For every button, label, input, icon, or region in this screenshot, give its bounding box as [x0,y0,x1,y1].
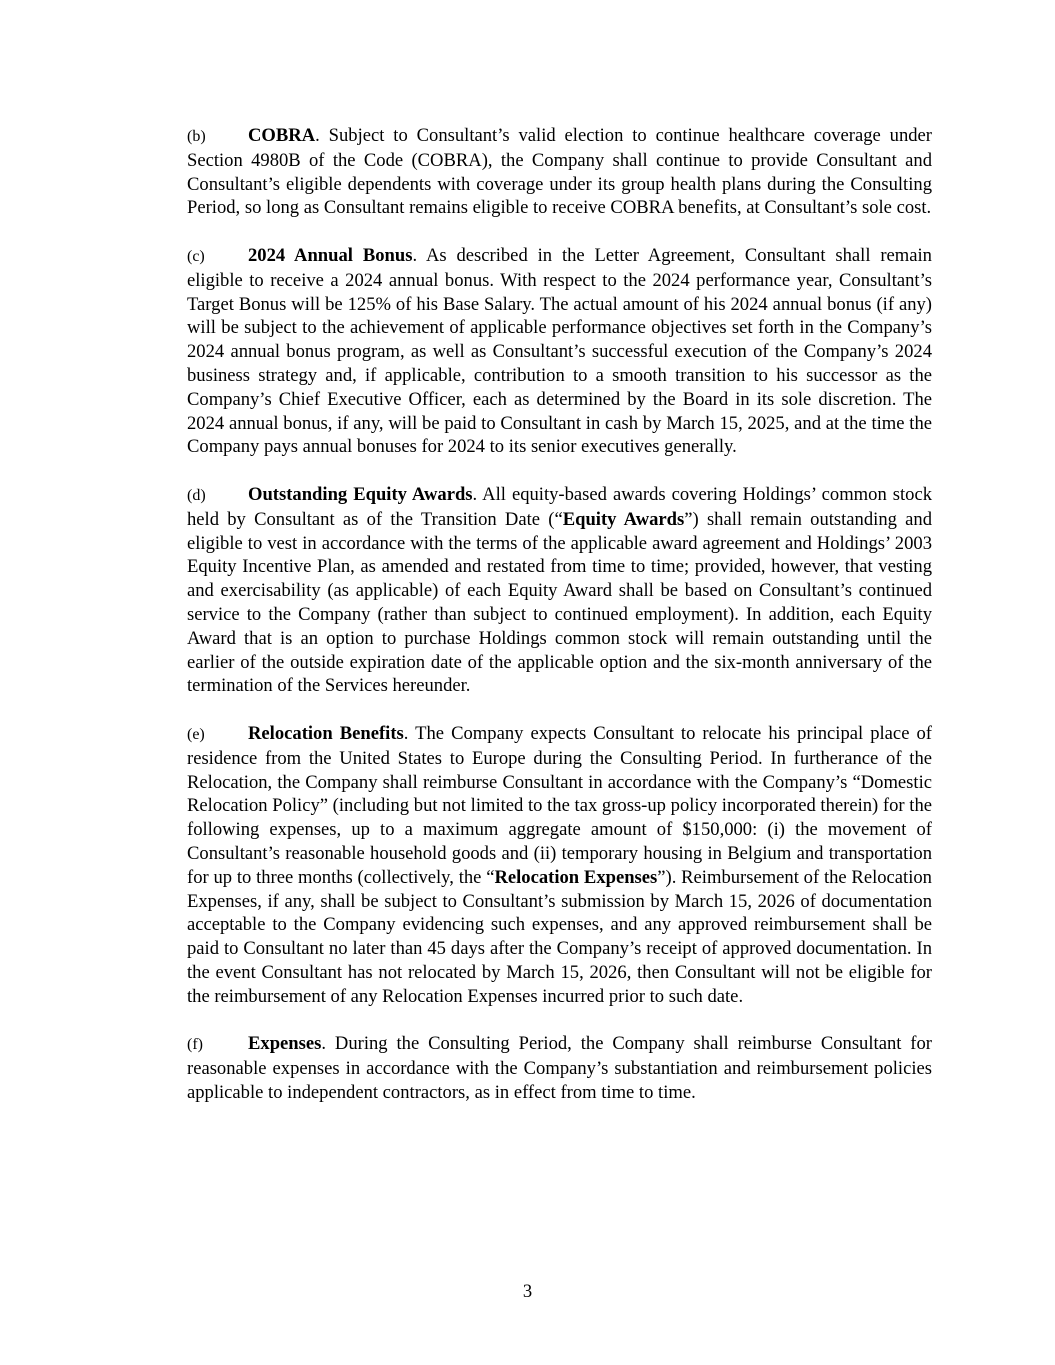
section-body: . The Company expects Consultant to relocate his principal place of residence from the United States to Europe during the Consulting Period. In furtherance of the Relocation, the Company shall reimburse Consultant in accordance with the Company’s “Domestic Relocation Policy” (including but not limited to the tax gross-up policy incorporated therein) for the following expenses, up to a maximum aggregate amount of $150,000: (i) the movement of Consultant’s reasonable household goods and (ii) temporary housing in Belgium and transportation for up to three months (collectively, the “ [187,722,932,888]
section-body: . During the Consulting Period, the Company shall reimburse Consultant for reasonable expenses in accordance with the Company’s substantiation and reimbursement policies applicable to independent contractors, as in effect from time to time. [187,1033,932,1103]
section-b-cobra [187,124,932,220]
section-heading: 2024 Annual Bonus [248,244,413,266]
section-body: ”) shall remain outstanding and eligible to vest in accordance with the terms of the applicable award agreement and Holdings’ 2003 Equity Incentive Plan, as amended and restated from time to time; provided, however, that vesting and exercisability (as applicable) of each Equity Award shall be based on Consultant’s continued service to the Company (rather than subject to continued employment). In addition, each Equity Award that is an option to purchase Holdings common stock will remain outstanding until the earlier of the outside expiration date of the applicable option and the six-month anniversary of the termination of the Services hereunder. [187,508,932,697]
section-d-equity-awards [187,483,932,698]
section-c-annual-bonus [187,244,932,459]
section-body: . All equity-based awards covering Holdings’ common stock held by Consultant as of the Transition Date (“ [187,483,932,530]
defined-term-equity-awards: Equity Awards [562,508,685,530]
section-marker: (e) [187,725,205,743]
section-marker: (c) [187,247,205,265]
section-f-expenses [187,1032,932,1104]
section-heading: Expenses [248,1033,322,1055]
section-body: . Subject to Consultant’s valid election to continue healthcare coverage under Section 4980B of the Code (COBRA), the Company shall continue to provide Consultant and Consultant’s eligible dependents with coverage under its group health plans during the Consulting Period, so long as Consultant remains eligible to receive COBRA benefits, at Consultant’s sole cost. [187,125,932,219]
section-e-relocation-benefits [187,722,932,1009]
section-heading: Relocation Benefits [248,722,404,744]
defined-term-relocation-expenses: Relocation Expenses [494,866,658,888]
section-body: . As described in the Letter Agreement, Consultant shall remain eligible to receive a 2024 annual bonus. With respect to the 2024 performance year, Consultant’s Target Bonus will be 125% of his Base Salary. The actual amount of his 2024 annual bonus (if any) will be subject to the achievement of applicable performance objectives set forth in the Company’s 2024 annual bonus program, as well as Consultant’s successful execution of the Company’s 2024 business strategy and, if applicable, contribution to a smooth transition to his successor as the Company’s Chief Executive Officer, each as determined by the Board in its sole discretion. The 2024 annual bonus, if any, will be paid to Consultant in cash by March 15, 2025, and at the time the Company pays annual bonuses for 2024 to its senior executives generally. [187,244,932,458]
section-marker: (f) [187,1036,203,1054]
section-heading: Outstanding Equity Awards [248,483,473,505]
document-page [187,124,932,1128]
section-heading: COBRA [248,125,316,146]
page-number: 3 [522,1281,533,1302]
section-marker: (d) [187,486,206,504]
section-marker: (b) [187,128,206,145]
section-body: ”). Reimbursement of the Relocation Expenses, if any, shall be subject to Consultant’s submission by March 15, 2026 of documentation acceptable to the Company evidencing such expenses, and any approved reimbursement shall be paid to Consultant no later than 45 days after the Company’s receipt of approved documentation. In the event Consultant has not relocated by March 15, 2026, then Consultant will not be eligible for the reimbursement of any Relocation Expenses incurred prior to such date. [187,866,932,1007]
